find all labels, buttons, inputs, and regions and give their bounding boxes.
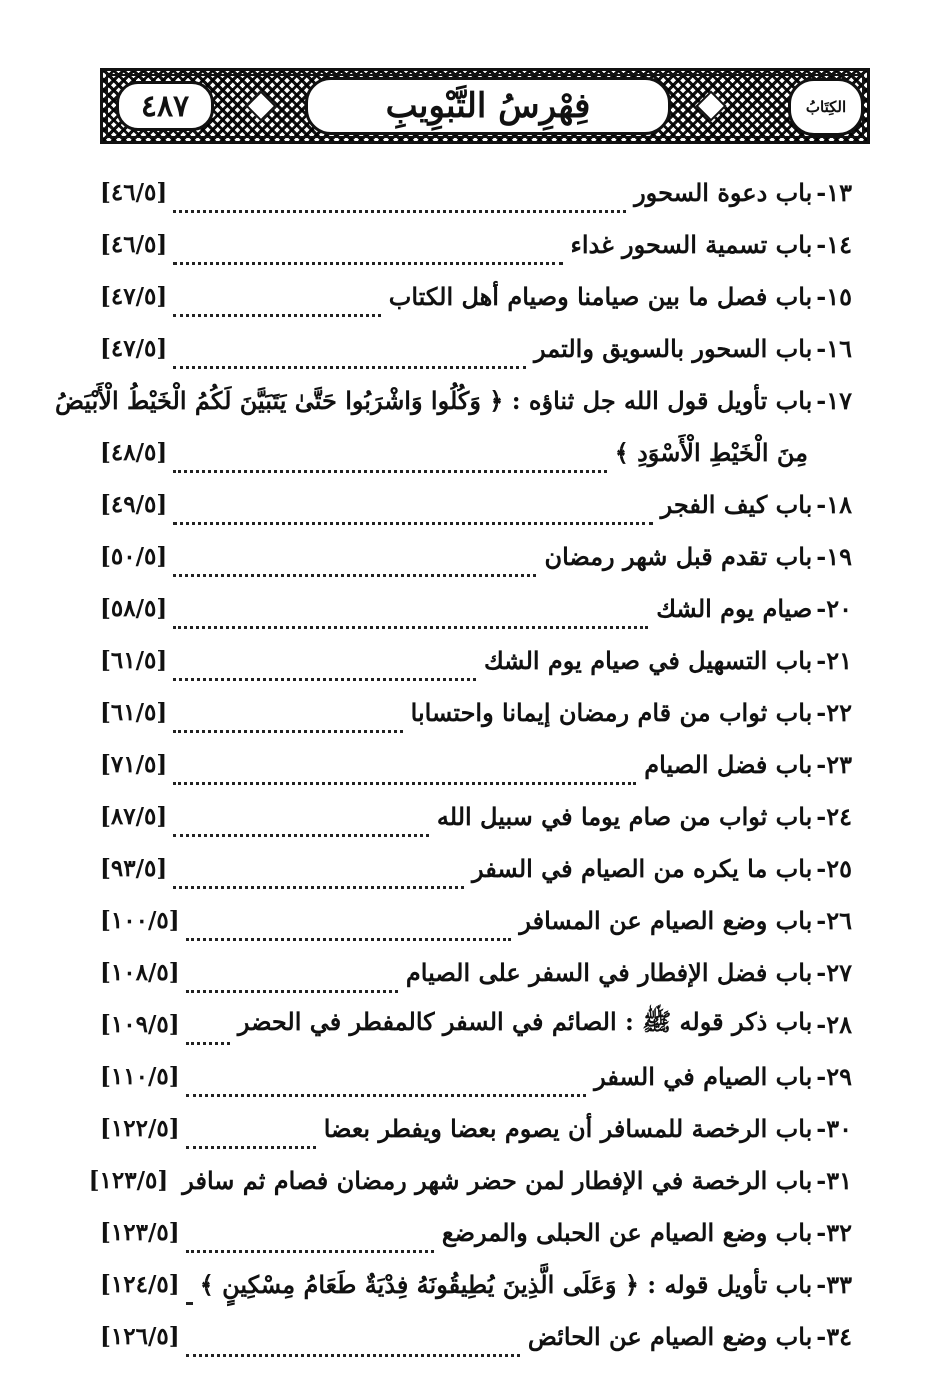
- entry-title: باب فضل الصيام: [636, 750, 812, 779]
- toc-entry: [100, 1102, 852, 1154]
- dot-leader: [173, 602, 648, 629]
- entry-page-reference: [٥٠/٥]: [100, 542, 168, 570]
- dot-leader: [186, 914, 512, 941]
- toc-entry: [100, 1206, 852, 1258]
- entry-number: ٢٩-: [812, 1062, 852, 1091]
- entry-title: باب كيف الفجر: [653, 490, 813, 519]
- toc-entry: [88, 1154, 852, 1206]
- toc-entry: [100, 738, 852, 790]
- dot-leader: [173, 862, 464, 889]
- entry-title: باب وضع الصيام عن الحبلى والمرضع: [434, 1218, 812, 1247]
- entry-title: باب فصل ما بين صيامنا وصيام أهل الكتاب: [381, 282, 813, 311]
- page-header: [100, 68, 870, 144]
- entry-number: ٢٤-: [812, 802, 852, 831]
- entry-number: ٣٣-: [812, 1270, 852, 1299]
- entry-page-reference: [٤٩/٥]: [100, 490, 168, 518]
- entry-number: ٢١-: [812, 646, 852, 675]
- entry-title: باب تأويل قول الله جل ثناؤه : ﴿ وَكُلُوا وَاشْرَبُوا حَتَّىٰ يَتَبَيَّنَ لَكُمُ الْخَيْطُ الْأَبْيَضُ: [47, 386, 812, 415]
- toc-entry: [100, 842, 852, 894]
- dot-leader: [186, 1226, 434, 1253]
- entry-title: باب ثواب من صام يوما في سبيل الله: [429, 802, 812, 831]
- entry-number: ٢٨-: [812, 1010, 852, 1039]
- entry-title: باب دعوة السحور: [626, 178, 812, 207]
- toc-entry: [100, 946, 852, 998]
- book-emblem-text: الكِتَابُ: [805, 98, 847, 116]
- page-title: فِهْرِسُ التَّبْوِيبِ: [385, 86, 591, 126]
- entry-number: ٢٢-: [812, 698, 852, 727]
- entry-title: صيام يوم الشك: [648, 594, 812, 623]
- entry-page-reference: [٤٦/٥]: [100, 178, 168, 206]
- toc-entry: [100, 582, 852, 634]
- toc-entry: [100, 1310, 852, 1362]
- entry-title: باب فضل الإفطار في السفر على الصيام: [398, 958, 812, 987]
- toc-entry: [100, 270, 852, 322]
- dot-leader: [173, 706, 402, 733]
- entry-title: باب وضع الصيام عن المسافر: [511, 906, 812, 935]
- entry-page-reference: [٤٦/٥]: [100, 230, 168, 258]
- entry-title: باب التسهيل في صيام يوم الشك: [476, 646, 812, 675]
- toc-entry: [54, 374, 852, 426]
- entry-number: ١٧-: [812, 386, 852, 415]
- entry-number: ٢٦-: [812, 906, 852, 935]
- toc-entry: [100, 634, 852, 686]
- entry-page-reference: [١١٠/٥]: [100, 1062, 180, 1090]
- entry-page-reference: [١٠٠/٥]: [100, 906, 180, 934]
- dot-leader: [173, 290, 380, 317]
- entry-number: ١٨-: [812, 490, 852, 519]
- entry-title: باب تسمية السحور غداء: [563, 230, 813, 259]
- entry-number: ٢٠-: [812, 594, 852, 623]
- entry-page-reference: [١٢٤/٥]: [100, 1270, 180, 1298]
- entry-number: ٢٣-: [812, 750, 852, 779]
- toc-entry: [100, 1050, 852, 1102]
- dot-leader: [173, 238, 562, 265]
- entry-title: باب ذكر قوله ﷺ : الصائم في السفر كالمفطر في الحضر: [230, 1007, 812, 1042]
- entry-number: ٢٥-: [812, 854, 852, 883]
- entry-page-reference: [٤٨/٥]: [100, 438, 168, 466]
- entry-page-reference: [١٠٩/٥]: [100, 1010, 180, 1038]
- header-title-cartouche: [305, 77, 671, 135]
- entry-page-reference: [٤٧/٥]: [100, 282, 168, 310]
- entry-number: ٣٤-: [812, 1322, 852, 1351]
- entry-page-reference: [١٢٢/٥]: [100, 1114, 180, 1142]
- toc-entry: [100, 218, 852, 270]
- entry-title: باب تقدم قبل شهر رمضان: [536, 542, 812, 571]
- dot-leader: [173, 758, 636, 785]
- entry-page-reference: [٤٧/٥]: [100, 334, 168, 362]
- entry-page-reference: [٦١/٥]: [100, 698, 168, 726]
- dot-leader: [173, 654, 476, 681]
- entry-page-reference: [١٢٣/٥]: [88, 1166, 169, 1194]
- entry-number: ٣٢-: [812, 1218, 852, 1247]
- entry-title: باب ثواب من قام رمضان إيمانا واحتسابا: [403, 698, 813, 727]
- entry-page-reference: [٨٧/٥]: [100, 802, 168, 830]
- page-number: ٤٨٧: [140, 88, 190, 124]
- page-number-cartouche: [116, 81, 214, 131]
- entry-page-reference: [٦١/٥]: [100, 646, 168, 674]
- entry-title: باب الرخصة للمسافر أن يصوم بعضا ويفطر بعضا: [316, 1114, 813, 1143]
- entry-title: باب وضع الصيام عن الحائض: [520, 1322, 812, 1351]
- entry-number: ١٣-: [812, 178, 852, 207]
- dot-leader: [173, 498, 652, 525]
- dot-leader: [173, 810, 429, 837]
- entry-page-reference: [١٢٦/٥]: [100, 1322, 180, 1350]
- dot-leader: [173, 186, 626, 213]
- dot-leader: [173, 446, 606, 473]
- entry-page-reference: [١٢٣/٥]: [100, 1218, 180, 1246]
- entry-number: ١٥-: [812, 282, 852, 311]
- entry-number: ٣٠-: [812, 1114, 852, 1143]
- toc-entry: [100, 322, 852, 374]
- entry-page-reference: [٩٣/٥]: [100, 854, 168, 882]
- toc-entry: [100, 790, 852, 842]
- book-emblem: [788, 78, 864, 136]
- dot-leader: [186, 1070, 587, 1097]
- entry-title: باب ما يكره من الصيام في السفر: [464, 854, 812, 883]
- toc-entry: [100, 166, 852, 218]
- entry-number: ١٩-: [812, 542, 852, 571]
- dot-leader: [186, 1018, 230, 1045]
- toc-entry: [100, 894, 852, 946]
- toc-entry: [100, 998, 852, 1050]
- entry-page-reference: [١٠٨/٥]: [100, 958, 180, 986]
- toc-entry: [100, 530, 852, 582]
- table-of-contents: [54, 166, 852, 1362]
- dot-leader: [173, 342, 526, 369]
- entry-title: باب تأويل قوله : ﴿ وَعَلَى الَّذِينَ يُطِيقُونَهُ فِدْيَةٌ طَعَامُ مِسْكِينٍ ﴾: [192, 1270, 813, 1299]
- entry-title: مِنَ الْخَيْطِ الْأَسْوَدِ ﴾: [607, 438, 808, 467]
- toc-entry: [100, 1258, 852, 1310]
- toc-entry: [100, 686, 852, 738]
- toc-entry: [100, 478, 852, 530]
- dot-leader: [186, 1330, 520, 1357]
- entry-title: باب الصيام في السفر: [586, 1062, 812, 1091]
- dot-leader: [186, 1122, 316, 1149]
- toc-entry: [100, 426, 852, 478]
- entry-page-reference: [٥٨/٥]: [100, 594, 168, 622]
- entry-number: ١٦-: [812, 334, 852, 363]
- dot-leader: [186, 966, 398, 993]
- entry-number: ١٤-: [812, 230, 852, 259]
- entry-page-reference: [٧١/٥]: [100, 750, 168, 778]
- entry-title: باب الرخصة في الإفطار لمن حضر شهر رمضان فصام ثم سافر: [174, 1166, 812, 1195]
- entry-number: ٣١-: [812, 1166, 852, 1195]
- dot-leader: [173, 550, 536, 577]
- entry-title: باب السحور بالسويق والتمر: [526, 334, 812, 363]
- entry-number: ٢٧-: [812, 958, 852, 987]
